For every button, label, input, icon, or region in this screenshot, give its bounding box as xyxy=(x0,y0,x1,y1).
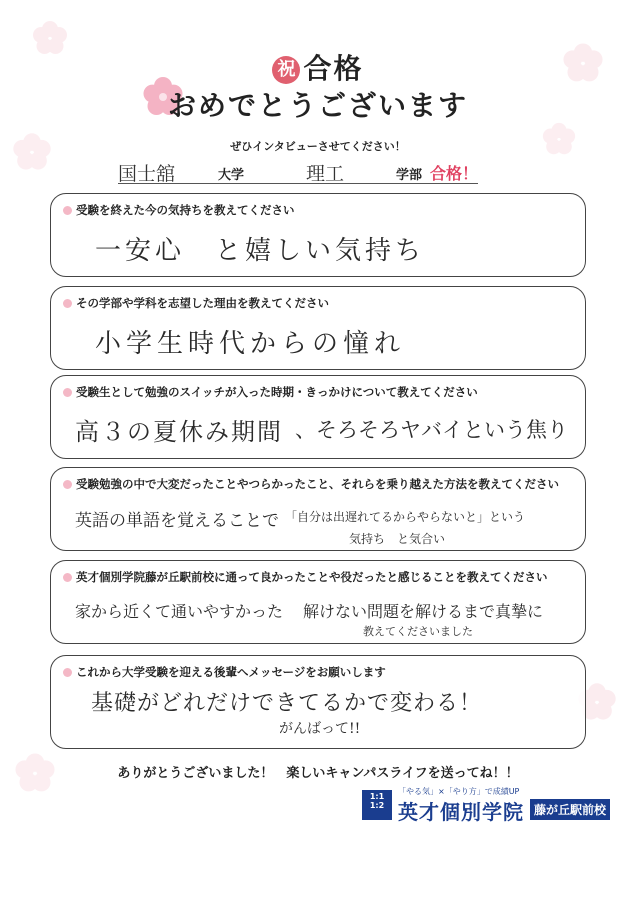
answer-text: 、そろそろヤバイという焦り xyxy=(295,418,568,442)
subtitle: ぜひインタビューさせてください！ xyxy=(230,140,406,153)
question-box-5 xyxy=(50,560,586,644)
answer-text: 高３の夏休み期間 xyxy=(75,418,283,446)
bullet-blossom-icon xyxy=(63,480,72,489)
question-label: 受験を終えた今の気持ちを教えてください xyxy=(63,202,295,218)
question-label: その学部や学科を志望した理由を教えてください xyxy=(63,295,329,311)
university-label: 大学 xyxy=(218,168,245,183)
faculty-label: 学部 xyxy=(396,168,423,183)
logo-tagline: 「やる気」×「やり方」で成績UP xyxy=(398,787,520,796)
bullet-blossom-icon xyxy=(63,668,72,677)
question-box-6 xyxy=(50,655,586,749)
answer-text: 英語の単語を覚えることで xyxy=(75,511,279,531)
iwai-badge: 祝 xyxy=(272,56,300,84)
answer-text: 一安心 と嬉しい気持ち xyxy=(95,236,426,266)
answer-text: 解けない問題を解けるまで真摯に xyxy=(303,602,544,621)
question-label: 受験生として勉強のスイッチが入った時期・きっかけについて教えてください xyxy=(63,384,478,400)
answer-text: 教えてくださいました xyxy=(363,625,473,638)
question-box-3 xyxy=(50,375,586,459)
answer-text: 気持ち と気合い xyxy=(349,532,446,546)
question-box-2 xyxy=(50,286,586,370)
school-logo xyxy=(362,786,612,836)
closing-message: ありがとうございました！ 楽しいキャンパスライフを送ってね！！ xyxy=(117,766,519,781)
answer-text: 基礎がどれだけできてるかで変わる！ xyxy=(91,691,483,716)
answer-text: 「自分は出遅れてるからやらないと」という xyxy=(285,510,526,524)
answer-text: 家から近くて通いやすかった xyxy=(75,602,284,621)
bullet-blossom-icon xyxy=(63,206,72,215)
university-name: 国士舘 xyxy=(118,163,176,185)
bullet-blossom-icon xyxy=(63,299,72,308)
title-line1: 合格 xyxy=(303,52,364,85)
question-box-4 xyxy=(50,467,586,551)
divider xyxy=(118,183,478,184)
logo-name: 英才個別学院 xyxy=(398,800,524,824)
faculty-name: 理工 xyxy=(306,163,345,185)
answer-text: 小学生時代からの憧れ xyxy=(95,329,406,359)
question-box-1 xyxy=(50,193,586,277)
school-row xyxy=(118,158,518,186)
page-title xyxy=(0,52,636,124)
pass-result: 合格！ xyxy=(430,164,479,183)
question-label: これから大学受験を迎える後輩へメッセージをお願いします xyxy=(63,664,386,680)
logo-mark-icon: 1:1 1:2 xyxy=(362,790,392,820)
bullet-blossom-icon xyxy=(63,388,72,397)
logo-branch: 藤が丘駅前校 xyxy=(530,799,610,820)
title-line2: おめでとうございます xyxy=(167,89,468,122)
answer-text: がんばって!! xyxy=(279,721,361,737)
question-label: 英才個別学院藤が丘駅前校に通って良かったことや役だったと感じることを教えてください xyxy=(63,569,548,585)
bullet-blossom-icon xyxy=(63,573,72,582)
question-label: 受験勉強の中で大変だったことやつらかったこと、それらを乗り越えた方法を教えてください xyxy=(63,476,559,492)
